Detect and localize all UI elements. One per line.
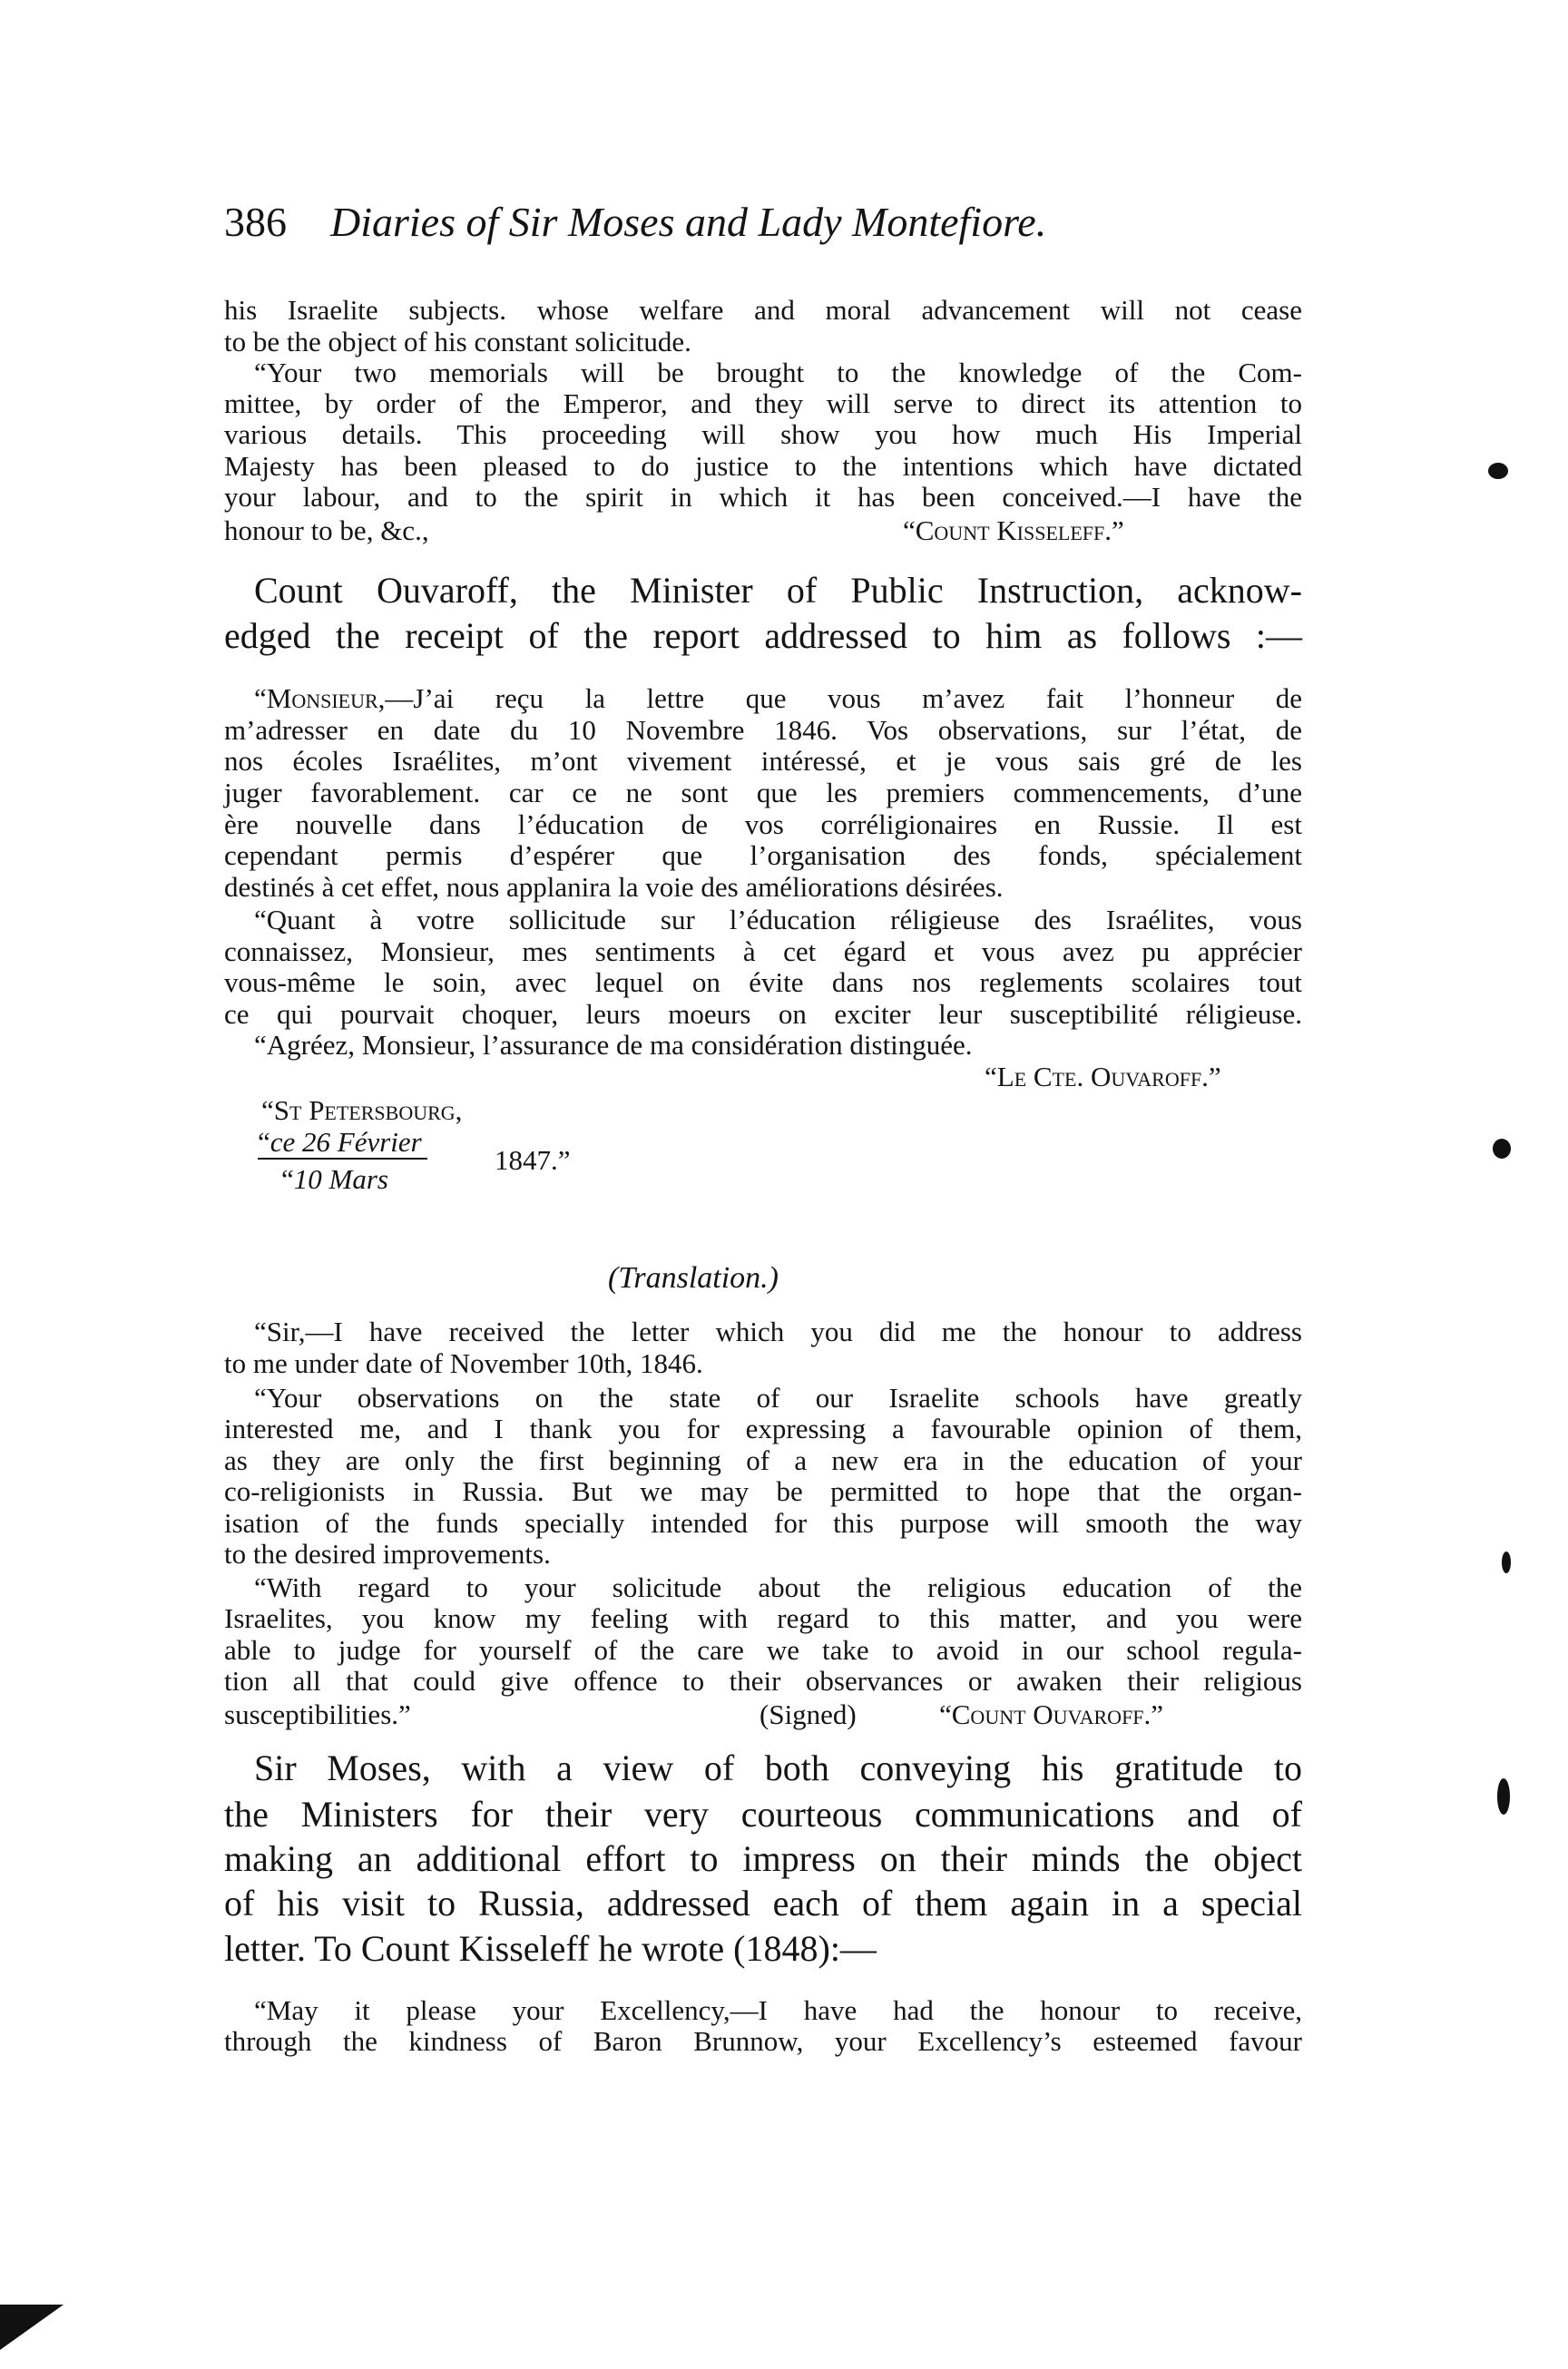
line-text: susceptibilities.” — [224, 1698, 411, 1730]
text-line: ère nouvelle dans l’éducation de vos corréligionaires en Russie. Il est — [224, 808, 1302, 840]
date-text: 10 Mars — [293, 1163, 388, 1195]
text-line: the Ministers for their very courteous communications and of — [224, 1794, 1302, 1835]
text-line: his Israelite subjects. whose welfare and moral advancement will not cease — [224, 294, 1302, 326]
margin-speck — [1488, 463, 1508, 479]
salutation: “Monsieur, — [254, 682, 386, 714]
text-line: Count Ouvaroff, the Minister of Public Instruction, acknow- — [254, 570, 1302, 611]
text-line: letter. To Count Kisseleff he wrote (1848):— — [224, 1928, 877, 1969]
closing-text: honour to be, &c., — [224, 514, 429, 546]
text-line: Majesty has been pleased to do justice to the intentions which have dictated — [224, 450, 1302, 482]
text-line: ce qui pourvait choquer, leurs moeurs on exciter leur susceptibilité réligieuse. — [224, 998, 1302, 1030]
date-new-style — [281, 1164, 388, 1195]
text-line: destinés à cet effet, nous applanira la voie des améliorations désirées. — [224, 871, 1004, 903]
translation-heading: (Translation.) — [608, 1261, 779, 1295]
text-line: “Your observations on the state of our Israelite schools have greatly — [254, 1382, 1302, 1414]
signed-label: (Signed) — [760, 1698, 857, 1730]
place: “St Petersbourg, — [261, 1094, 463, 1126]
corner-shadow — [0, 2305, 64, 2350]
text-line: vous-même le soin, avec lequel on évite dans nos reglements scolaires tout — [224, 966, 1302, 998]
margin-speck — [1502, 1552, 1511, 1573]
quote-mark: “ — [281, 1163, 294, 1195]
quote-mark: “ — [258, 1126, 270, 1158]
text-line: cependant permis d’espérer que l’organisation des fonds, spécialement — [224, 839, 1302, 871]
text-line — [254, 683, 1302, 714]
text-line — [224, 1699, 1302, 1730]
text-line: to me under date of November 10th, 1846. — [224, 1347, 703, 1379]
text-line: connaissez, Monsieur, mes sentiments à cet égard et vous avez pu apprécier — [224, 935, 1302, 967]
text-line: making an additional effort to impress on their minds the object — [224, 1838, 1302, 1879]
text-line: juger favorablement. car ce ne sont que les premiers commencements, d’une — [224, 777, 1302, 808]
text-line: co-religionists in Russia. But we may be permitted to hope that the organ- — [224, 1475, 1302, 1507]
text-line: tion all that could give offence to their observances or awaken their religious — [224, 1665, 1302, 1697]
text-line: Israelites, you know my feeling with regard to this matter, and you were — [224, 1602, 1302, 1634]
margin-speck — [1497, 1778, 1510, 1815]
signature-ouvaroff-en: “Count Ouvaroff.” — [939, 1698, 1164, 1730]
text-line: interested me, and I thank you for expressing a favourable opinion of them, — [224, 1413, 1302, 1444]
running-header — [224, 198, 1046, 246]
signature-ouvaroff-fr: “Le Cte. Ouvaroff.” — [985, 1061, 1221, 1092]
text-line: to be the object of his constant solicitude. — [224, 326, 691, 357]
text-line: “May it please your Excellency,—I have had the honour to receive, — [254, 1994, 1302, 2026]
running-title: Diaries of Sir Moses and Lady Montefiore. — [330, 199, 1047, 245]
signature-kisseleff: “Count Kisseleff.” — [903, 514, 1124, 546]
text-line: m’adresser en date du 10 Novembre 1846. Vos observations, sur l’état, de — [224, 714, 1302, 746]
text-line: able to judge for yourself of the care we take to avoid in our school regula- — [224, 1634, 1302, 1666]
text-line: through the kindness of Baron Brunnow, your Excellency’s esteemed favour — [224, 2025, 1302, 2057]
text-line: “Your two memorials will be brought to the knowledge of the Com- — [254, 357, 1302, 388]
text-line: “Agréez, Monsieur, l’assurance de ma considération distinguée. — [254, 1029, 973, 1061]
text-line: “With regard to your solicitude about the religious education of the — [254, 1571, 1302, 1603]
date-old-style — [258, 1127, 427, 1160]
text-line: “Quant à votre sollicitude sur l’éducation réligieuse des Israélites, vous — [254, 904, 1302, 935]
year: 1847.” — [495, 1144, 571, 1176]
text-line: mittee, by order of the Emperor, and they will serve to direct its attention to — [224, 387, 1302, 419]
text-line: Sir Moses, with a view of both conveying his gratitude to — [254, 1747, 1302, 1788]
text-line — [224, 515, 1302, 546]
text-line: nos écoles Israélites, m’ont vivement intéressé, et je vous sais gré de les — [224, 745, 1302, 777]
text-line: edged the receipt of the report addressed to him as follows :— — [224, 615, 1302, 656]
margin-speck — [1493, 1139, 1511, 1159]
text-line: to the desired improvements. — [224, 1538, 551, 1570]
text-line: as they are only the first beginning of a new era in the education of your — [224, 1444, 1302, 1476]
line-text: —J’ai reçu la lettre que vous m’avez fait l’honneur de — [385, 682, 1302, 714]
page-number: 386 — [224, 199, 287, 245]
text-line: your labour, and to the spirit in which it has been conceived.—I have the — [224, 481, 1302, 513]
text-line: “Sir,—I have received the letter which you did me the honour to address — [254, 1316, 1302, 1347]
text-line: various details. This proceeding will show you how much His Imperial — [224, 418, 1302, 450]
text-line: isation of the funds specially intended for this purpose will smooth the way — [224, 1507, 1302, 1539]
date-text: ce 26 Février — [270, 1126, 422, 1158]
text-line: of his visit to Russia, addressed each of them again in a special — [224, 1883, 1302, 1924]
